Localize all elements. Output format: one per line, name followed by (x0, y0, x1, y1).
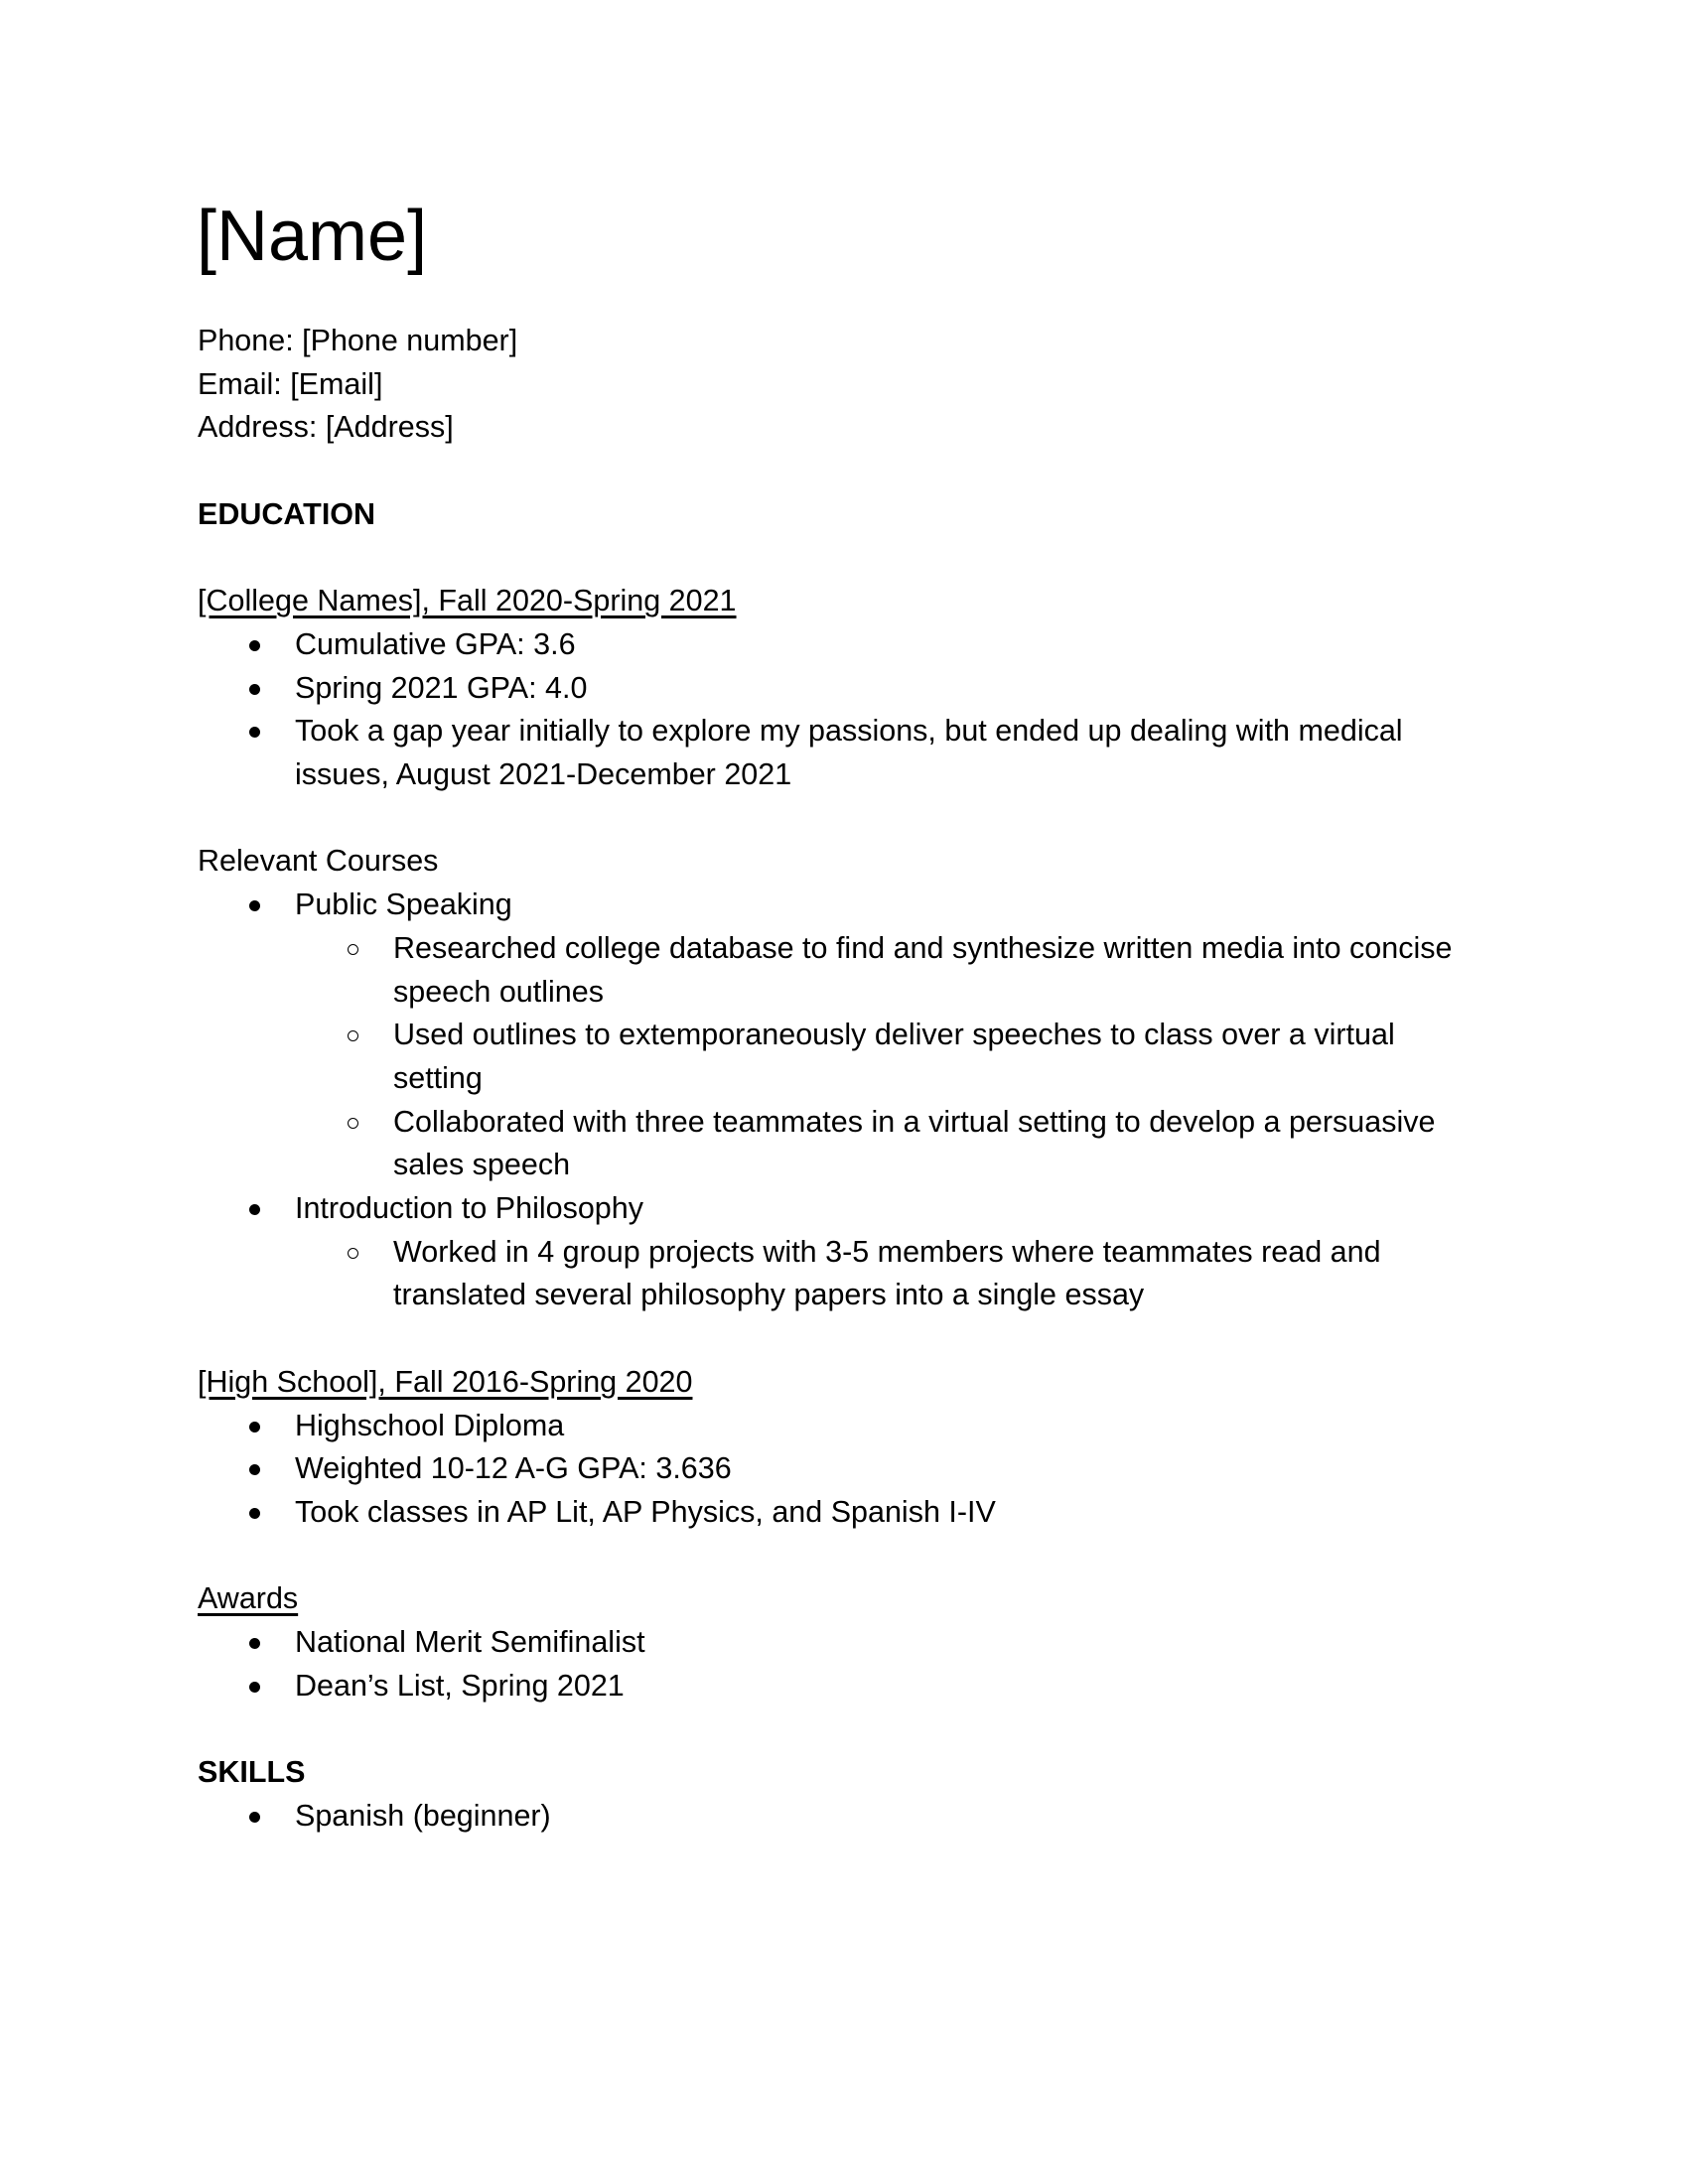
bullet-icon (249, 1812, 260, 1823)
college-list (198, 623, 1490, 797)
awards-list (198, 1621, 1490, 1707)
list-item (198, 1491, 1490, 1535)
list-item-text: Researched college database to find and synthesize written media into concise speech outlines (393, 930, 1453, 1009)
spacer (198, 1707, 1490, 1751)
list-item-text: Highschool Diploma (295, 1408, 565, 1442)
hollow-bullet-icon (348, 944, 358, 955)
sub-list-item (198, 1101, 1490, 1187)
hollow-bullet-icon (348, 1118, 358, 1129)
bullet-icon (249, 1204, 260, 1215)
resume-name: [Name] (197, 197, 428, 276)
bullet-icon (249, 1464, 260, 1475)
sub-list-item (198, 1014, 1490, 1100)
list-item (198, 623, 1490, 667)
list-item (198, 1447, 1490, 1491)
list-item-text: Dean’s List, Spring 2021 (295, 1668, 625, 1703)
high-school-title: [High School], Fall 2016-Spring 2020 (198, 1364, 693, 1399)
hollow-bullet-icon (348, 1248, 358, 1259)
list-item-text: Took a gap year initially to explore my passions, but ended up dealing with medical issues, August 2021-December 2021 (295, 714, 1403, 791)
education-heading: EDUCATION (198, 496, 376, 531)
list-item-text: Cumulative GPA: 3.6 (295, 626, 576, 661)
spacer (198, 797, 1490, 841)
list-item (198, 1405, 1490, 1448)
list-item-text: Public Speaking (295, 887, 512, 922)
courses-list (198, 884, 1490, 1317)
contact-address: Address: [Address] (198, 410, 454, 445)
spacer (198, 450, 1490, 493)
list-item-text: Used outlines to extemporaneously deliver speeches to class over a virtual setting (393, 1018, 1395, 1095)
college-title: [College Names], Fall 2020-Spring 2021 (198, 584, 737, 618)
high-school-list (198, 1405, 1490, 1535)
bullet-icon (249, 1508, 260, 1519)
bullet-icon (249, 640, 260, 651)
skills-list (198, 1795, 1490, 1839)
list-item (198, 1795, 1490, 1839)
list-item-text: Weighted 10-12 A-G GPA: 3.636 (295, 1451, 732, 1486)
list-item (198, 1187, 1490, 1231)
list-item (198, 884, 1490, 927)
bullet-icon (249, 684, 260, 695)
list-item-text: National Merit Semifinalist (295, 1625, 645, 1660)
list-item-text: Worked in 4 group projects with 3-5 members where teammates read and translated several philosophy papers into a single essay (393, 1234, 1381, 1312)
contact-email: Email: [Email] (198, 366, 383, 401)
list-item (198, 1621, 1490, 1665)
bullet-icon (249, 1422, 260, 1433)
spacer (198, 1317, 1490, 1361)
bullet-icon (249, 727, 260, 738)
spacer (198, 537, 1490, 581)
list-item-text: Collaborated with three teammates in a virtual setting to develop a persuasive sales speech (393, 1104, 1436, 1182)
bullet-icon (249, 1638, 260, 1649)
bullet-icon (249, 900, 260, 911)
contact-phone: Phone: [Phone number] (198, 324, 518, 357)
spacer (198, 1535, 1490, 1578)
hollow-bullet-icon (348, 1030, 358, 1041)
resume-body (198, 320, 1490, 1839)
list-item (198, 710, 1490, 796)
bullet-icon (249, 1682, 260, 1693)
skills-heading: SKILLS (198, 1755, 306, 1790)
list-item-text: Introduction to Philosophy (295, 1191, 643, 1226)
sub-list-item (198, 1231, 1490, 1317)
list-item (198, 667, 1490, 711)
list-item-text: Spring 2021 GPA: 4.0 (295, 670, 588, 705)
list-item (198, 1665, 1490, 1708)
list-item-text: Spanish (beginner) (295, 1798, 551, 1833)
awards-title: Awards (198, 1581, 299, 1616)
sub-list-item (198, 927, 1490, 1014)
list-item-text: Took classes in AP Lit, AP Physics, and Spanish I-IV (295, 1494, 996, 1529)
courses-title: Relevant Courses (198, 844, 439, 879)
